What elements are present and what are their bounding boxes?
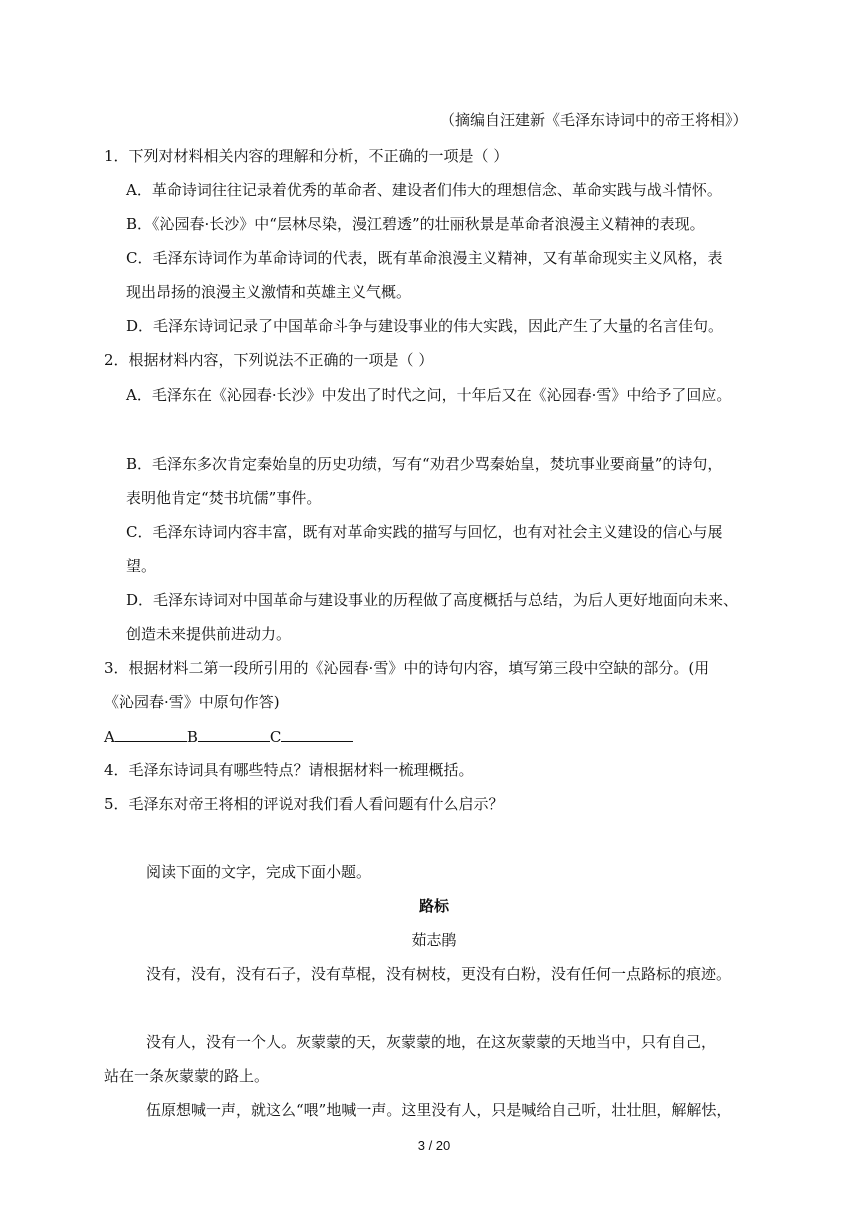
- blank-label-a: A: [104, 728, 115, 746]
- blank-label-b: B: [186, 728, 198, 746]
- reading-instruction: 阅读下面的文字，完成下面小题。: [146, 863, 372, 881]
- page-number: 3 / 20: [417, 1138, 451, 1153]
- question-2-option-b: B．毛泽东多次肯定秦始皇的历史功绩，写有“劝君少骂秦始皇，焚坑事业要商量”的诗句，: [126, 455, 723, 473]
- question-1-option-b: B．《沁园春·长沙》中“层林尽染，漫江碧透”的壮丽秋景是革命者浪漫主义精神的表现。: [126, 215, 705, 233]
- story-author: 茹志鹃: [411, 931, 457, 949]
- question-1-option-c: C．毛泽东诗词作为革命诗词的代表，既有革命浪漫主义精神，又有革命现实主义风格，表: [126, 249, 723, 267]
- story-paragraph-1: 没有，没有，没有石子，没有草棍，没有树枝，更没有白粉，没有任何一点路标的痕迹。: [146, 965, 732, 983]
- story-paragraph-3: 伍原想喊一声，就这么“喂”地喊一声。这里没有人，只是喊给自己听，壮壮胆，解解怯，: [146, 1101, 732, 1119]
- question-2-option-c: C．毛泽东诗词内容丰富，既有对革命实践的描写与回忆，也有对社会主义建设的信心与展: [126, 523, 723, 541]
- answer-blank-a[interactable]: [115, 726, 187, 742]
- question-4: 4．毛泽东诗词具有哪些特点？请根据材料一梳理概括。: [104, 761, 474, 779]
- question-2-option-d-cont: 创造未来提供前进动力。: [126, 625, 292, 643]
- question-1-option-c-cont: 现出昂扬的浪漫主义激情和英雄主义气概。: [126, 283, 412, 301]
- story-title: 路标: [418, 897, 449, 915]
- question-2-option-c-cont: 望。: [126, 557, 157, 575]
- question-1-option-d: D．毛泽东诗词记录了中国革命斗争与建设事业的伟大实践，因此产生了大量的名言佳句。: [126, 317, 724, 335]
- question-2-option-d: D．毛泽东诗词对中国革命与建设事业的历程做了高度概括与总结，为后人更好地面向未来、: [126, 591, 739, 609]
- story-paragraph-2-cont: 站在一条灰蒙蒙的路上。: [104, 1067, 270, 1085]
- story-paragraph-2: 没有人，没有一个人。灰蒙蒙的天，灰蒙蒙的地，在这灰蒙蒙的天地当中，只有自己，: [146, 1033, 717, 1051]
- question-3-stem-cont: 《沁园春·雪》中原句作答): [104, 693, 280, 711]
- answer-blank-c[interactable]: [281, 726, 353, 742]
- question-2-stem: 2．根据材料内容，下列说法不正确的一项是（ ）: [104, 351, 434, 369]
- question-3-stem: 3．根据材料二第一段所引用的《沁园春·雪》中的诗句内容，填写第三段中空缺的部分。(用: [104, 659, 710, 677]
- blank-label-c: C: [269, 728, 282, 746]
- question-1-stem: 1．下列对材料相关内容的理解和分析，不正确的一项是（ ）: [104, 147, 509, 165]
- question-1-option-a: A．革命诗词往往记录着优秀的革命者、建设者们伟大的理想信念、革命实践与战斗情怀。: [126, 181, 722, 199]
- question-2-option-a: A．毛泽东在《沁园春·长沙》中发出了时代之问，十年后又在《沁园春·雪》中给予了回应。: [126, 386, 732, 404]
- question-2-option-b-cont: 表明他肯定“焚书坑儒”事件。: [126, 489, 322, 507]
- question-5: 5．毛泽东对帝王将相的评说对我们看人看问题有什么启示？: [104, 795, 504, 813]
- source-citation: （摘编自汪建新《毛泽东诗词中的帝王将相》）: [440, 111, 748, 129]
- question-3-answer-blanks: [104, 726, 353, 747]
- answer-blank-b[interactable]: [198, 726, 270, 742]
